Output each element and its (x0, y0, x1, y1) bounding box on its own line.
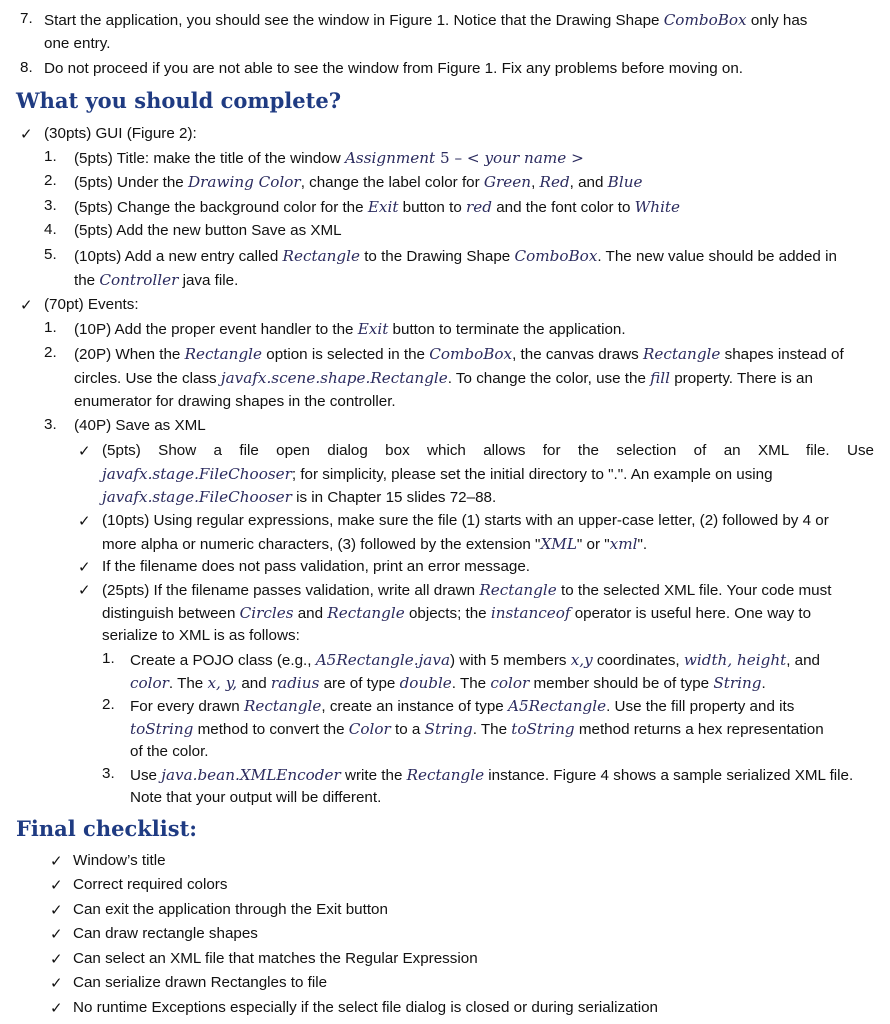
sub-2: For every drawn Rectangle, create an instance of type A5Rectangle. Use the fill property and its (130, 697, 795, 715)
gui-item-3: (5pts) Change the background color for the Exit button to red and the font color to White (74, 198, 681, 216)
sub-1: Create a POJO class (e.g., A5Rectangle.java) with 5 members x,y coordinates, width, height, and (130, 651, 820, 669)
checklist-item: Can exit the application through the Exit button (73, 901, 388, 918)
gui-item-5-number: 5. (44, 246, 57, 263)
sub-2-line-3: of the color. (130, 743, 209, 760)
event-1: (10P) Add the proper event handler to the Exit button to terminate the application. (74, 320, 626, 338)
check-icon: ✓ (20, 125, 33, 143)
step-7-text: Start the application, you should see the window in Figure 1. Notice that the Drawing Shape ComboBox only has (44, 11, 808, 29)
checklist-item: Can draw rectangle shapes (73, 925, 258, 942)
check-icon: ✓ (78, 581, 91, 599)
gui-item-4-number: 4. (44, 221, 57, 238)
event-2: (20P) When the Rectangle option is selected in the ComboBox, the canvas draws Rectangle shapes instead of (74, 345, 844, 363)
save-xml-step-4-line-2: distinguish between Circles and Rectangle objects; the instanceof operator is useful here. One way to (102, 604, 812, 622)
sub-3: Use java.bean.XMLEncoder write the Rectangle instance. Figure 4 shows a sample serialized XML file. (130, 766, 854, 784)
event-3-number: 3. (44, 416, 57, 433)
gui-item-2-number: 2. (44, 172, 57, 189)
save-xml-step-1-line-2: javafx.stage.FileChooser; for simplicity, please set the initial directory to ".". An example on using (102, 465, 773, 483)
gui-item-1-number: 1. (44, 148, 57, 165)
check-icon: ✓ (78, 442, 91, 460)
check-icon: ✓ (50, 950, 63, 968)
sub-3-number: 3. (102, 765, 115, 782)
check-icon: ✓ (50, 974, 63, 992)
gui-label: (30pts) GUI (Figure 2): (44, 125, 197, 142)
check-icon: ✓ (50, 876, 63, 894)
heading-final-checklist: Final checklist: (16, 816, 198, 841)
sub-3-line-2: Note that your output will be different. (130, 789, 382, 806)
event-2-line-3: enumerator for drawing shapes in the controller. (74, 393, 396, 410)
check-icon: ✓ (78, 558, 91, 576)
step-8-number: 8. (20, 59, 33, 76)
check-icon: ✓ (50, 901, 63, 919)
step-7-number: 7. (20, 10, 33, 27)
save-xml-step-3: If the filename does not pass validation, print an error message. (102, 558, 531, 575)
checklist-item: No runtime Exceptions especially if the select file dialog is closed or during serialization (73, 999, 659, 1016)
event-3-label: (40P) Save as XML (74, 417, 206, 434)
event-2-line-2: circles. Use the class javafx.scene.shape.Rectangle. To change the color, use the fill property. There is an (74, 369, 813, 387)
check-icon: ✓ (78, 512, 91, 530)
sub-2-number: 2. (102, 696, 115, 713)
save-xml-step-4-line-3: serialize to XML is as follows: (102, 627, 300, 644)
check-icon: ✓ (50, 925, 63, 943)
events-label: (70pt) Events: (44, 296, 139, 313)
checklist-item: Can serialize drawn Rectangles to file (73, 974, 328, 991)
save-xml-step-1: (5pts) Show a file open dialog box which allows for the selection of an XML file. Use (102, 442, 874, 459)
gui-item-2: (5pts) Under the Drawing Color, change the label color for Green, Red, and Blue (74, 173, 643, 191)
checklist-item: Correct required colors (73, 876, 228, 893)
save-xml-step-2-line-2: more alpha or numeric characters, (3) followed by the extension "XML" or "xml". (102, 535, 648, 553)
sub-1-number: 1. (102, 650, 115, 667)
check-icon: ✓ (50, 999, 63, 1017)
gui-item-5: (10pts) Add a new entry called Rectangle to the Drawing Shape ComboBox. The new value should be added in (74, 247, 837, 265)
event-2-number: 2. (44, 344, 57, 361)
checklist-item: Window’s title (73, 852, 166, 869)
gui-item-4: (5pts) Add the new button Save as XML (74, 222, 342, 239)
checklist-item: Can select an XML file that matches the Regular Expression (73, 950, 478, 967)
gui-item-1: (5pts) Title: make the title of the window Assignment 5 – < your name > (74, 149, 584, 167)
check-icon: ✓ (50, 852, 63, 870)
event-1-number: 1. (44, 319, 57, 336)
save-xml-step-1-line-3: javafx.stage.FileChooser is in Chapter 15 slides 72–88. (102, 488, 497, 506)
step-7-continued: one entry. (44, 35, 111, 52)
heading-what-to-complete: What you should complete? (16, 88, 341, 113)
gui-item-5-continued: the Controller java file. (74, 271, 239, 289)
gui-item-3-number: 3. (44, 197, 57, 214)
step-8-text: Do not proceed if you are not able to see the window from Figure 1. Fix any problems before moving on. (44, 60, 743, 77)
save-xml-step-4: (25pts) If the filename passes validation, write all drawn Rectangle to the selected XML file. Your code must (102, 581, 832, 599)
sub-1-line-2: color. The x, y, and radius are of type double. The color member should be of type String. (130, 674, 766, 692)
sub-2-line-2: toString method to convert the Color to a String. The toString method returns a hex representation (130, 720, 824, 738)
check-icon: ✓ (20, 296, 33, 314)
save-xml-step-2: (10pts) Using regular expressions, make sure the file (1) starts with an upper-case letter, (2) followed by 4 or (102, 512, 829, 529)
